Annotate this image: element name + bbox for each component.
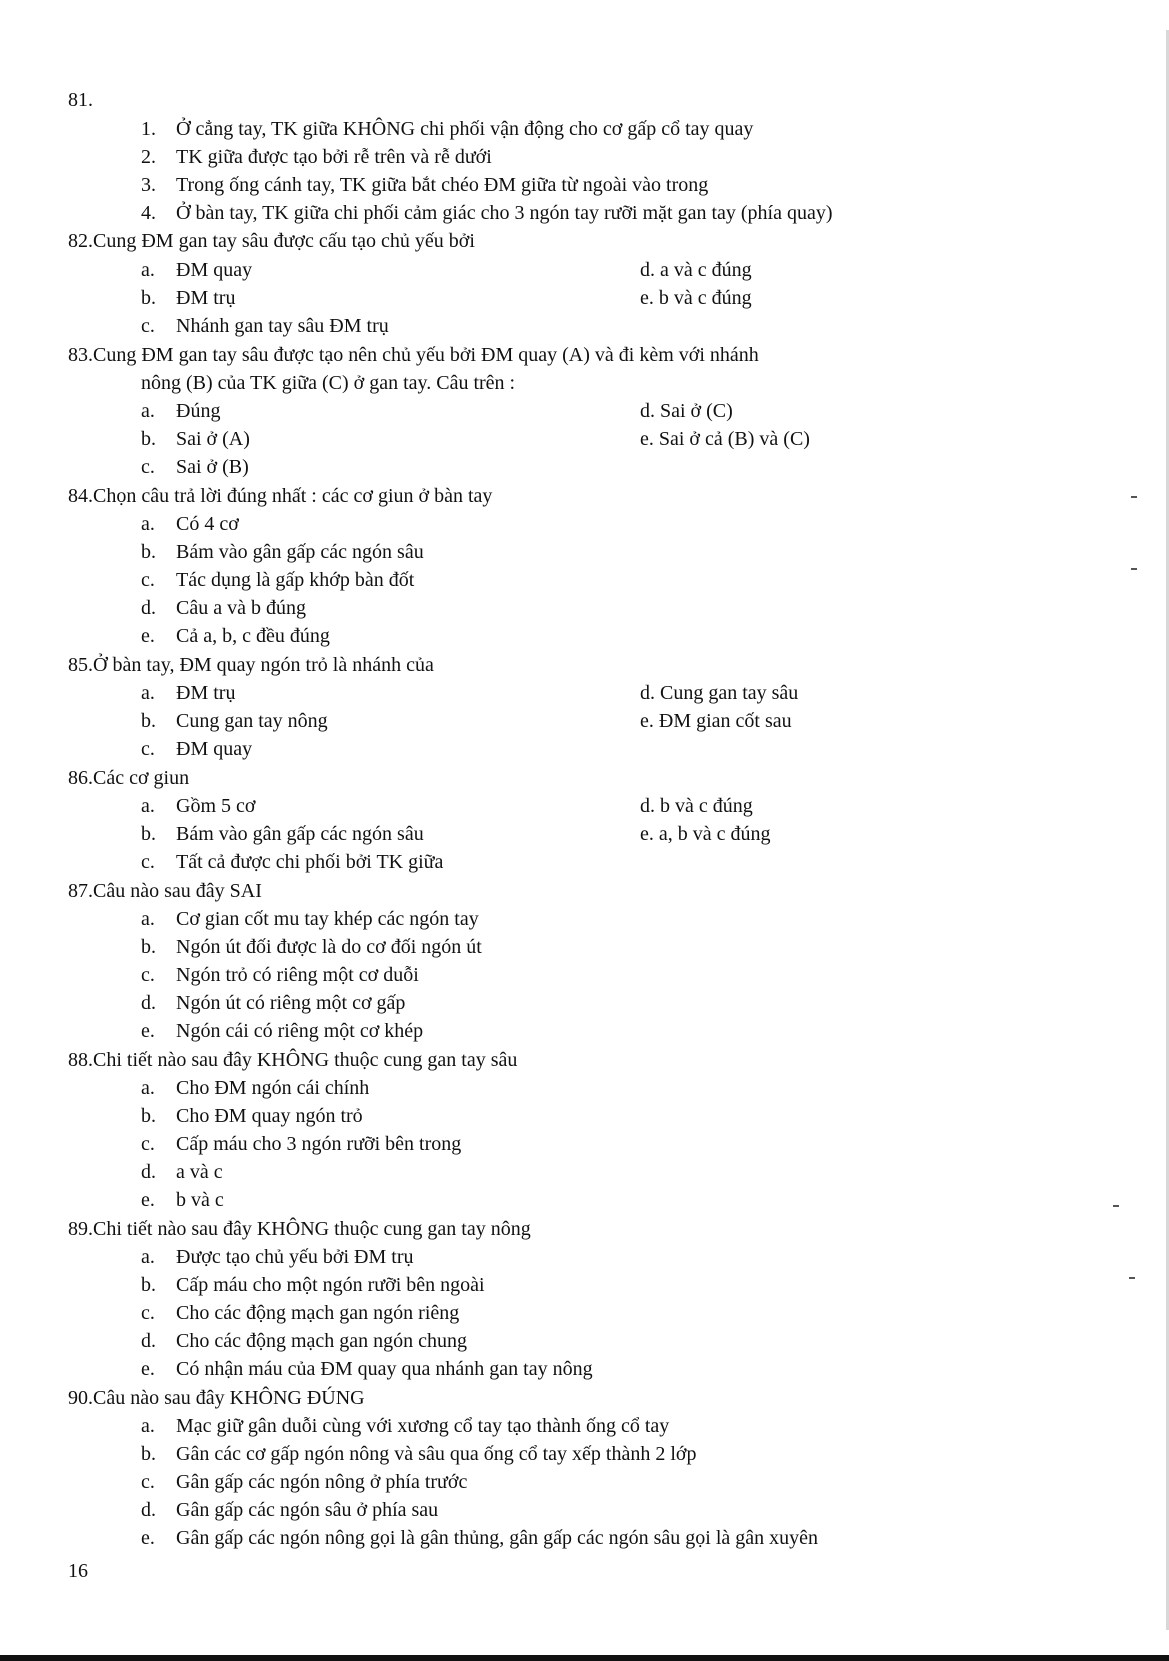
question-83-title-cont: nông (B) của TK giữa (C) ở gan tay. Câu trên :	[141, 372, 516, 394]
q88-letter-c: c.	[141, 1133, 155, 1155]
q86-option-c: Tất cả được chi phối bởi TK giữa	[176, 851, 444, 873]
q90-letter-a: a.	[141, 1415, 155, 1437]
q87-option-e: Ngón cái có riêng một cơ khép	[176, 1020, 424, 1042]
q89-option-a: Được tạo chủ yếu bởi ĐM trụ	[176, 1246, 414, 1268]
q85-option-e: e. ĐM gian cốt sau	[640, 710, 792, 732]
q84-letter-e: e.	[141, 625, 155, 647]
question-88-title: 88.Chi tiết nào sau đây KHÔNG thuộc cung gan tay sâu	[68, 1049, 518, 1071]
q88-option-a: Cho ĐM ngón cái chính	[176, 1077, 370, 1099]
q83-option-d: d. Sai ở (C)	[640, 400, 733, 422]
question-89-title: 89.Chi tiết nào sau đây KHÔNG thuộc cung gan tay nông	[68, 1218, 531, 1240]
q86-letter-b: b.	[141, 823, 156, 845]
q85-option-b: Cung gan tay nông	[176, 710, 328, 732]
q83-option-b: Sai ở (A)	[176, 428, 250, 450]
q89-option-c: Cho các động mạch gan ngón riêng	[176, 1302, 460, 1324]
q84-letter-d: d.	[141, 597, 156, 619]
q84-letter-b: b.	[141, 541, 156, 563]
q90-letter-c: c.	[141, 1471, 155, 1493]
q87-option-a: Cơ gian cốt mu tay khép các ngón tay	[176, 908, 479, 930]
q90-option-a: Mạc giữ gân duỗi cùng với xương cổ tay tạo thành ống cổ tay	[176, 1415, 670, 1437]
q82-option-e: e. b và c đúng	[640, 287, 752, 309]
q84-letter-a: a.	[141, 513, 155, 535]
q86-option-d: d. b và c đúng	[640, 795, 753, 817]
q81-item-2: TK giữa được tạo bởi rễ trên và rễ dưới	[176, 146, 492, 168]
q82-option-a: ĐM quay	[176, 259, 253, 281]
q87-letter-c: c.	[141, 964, 155, 986]
q90-letter-d: d.	[141, 1499, 156, 1521]
q85-option-c: ĐM quay	[176, 738, 253, 760]
q83-letter-c: c.	[141, 456, 155, 478]
q86-letter-c: c.	[141, 851, 155, 873]
q81-item-3: Trong ống cánh tay, TK giữa bắt chéo ĐM giữa từ ngoài vào trong	[176, 174, 709, 196]
q83-option-c: Sai ở (B)	[176, 456, 249, 478]
q81-item-3-num: 3.	[141, 174, 156, 196]
q89-letter-b: b.	[141, 1274, 156, 1296]
q82-letter-a: a.	[141, 259, 155, 281]
q81-item-2-num: 2.	[141, 146, 156, 168]
q88-letter-b: b.	[141, 1105, 156, 1127]
question-86-title: 86.Các cơ giun	[68, 767, 190, 789]
q88-option-d: a và c	[176, 1161, 223, 1183]
q84-letter-c: c.	[141, 569, 155, 591]
q82-option-b: ĐM trụ	[176, 287, 236, 309]
q82-option-c: Nhánh gan tay sâu ĐM trụ	[176, 315, 389, 337]
q89-letter-c: c.	[141, 1302, 155, 1324]
q82-option-d: d. a và c đúng	[640, 259, 752, 281]
question-84-title: 84.Chọn câu trả lời đúng nhất : các cơ giun ở bàn tay	[68, 485, 493, 507]
q88-option-e: b và c	[176, 1189, 224, 1211]
q82-letter-b: b.	[141, 287, 156, 309]
q90-letter-b: b.	[141, 1443, 156, 1465]
q83-letter-a: a.	[141, 400, 155, 422]
question-82-title: 82.Cung ĐM gan tay sâu được cấu tạo chủ yếu bởi	[68, 230, 475, 252]
q82-letter-c: c.	[141, 315, 155, 337]
q85-option-d: d. Cung gan tay sâu	[640, 682, 799, 704]
q87-letter-b: b.	[141, 936, 156, 958]
question-85-title: 85.Ở bàn tay, ĐM quay ngón trỏ là nhánh của	[68, 654, 434, 676]
q81-item-1: Ở cẳng tay, TK giữa KHÔNG chi phối vận động cho cơ gấp cổ tay quay	[176, 118, 754, 140]
q86-option-a: Gồm 5 cơ	[176, 795, 256, 817]
q84-option-c: Tác dụng là gấp khớp bàn đốt	[176, 569, 415, 591]
q88-letter-e: e.	[141, 1189, 155, 1211]
q90-option-b: Gân các cơ gấp ngón nông và sâu qua ống cổ tay xếp thành 2 lớp	[176, 1443, 697, 1465]
q83-option-e: e. Sai ở cả (B) và (C)	[640, 428, 810, 450]
question-90-title: 90.Câu nào sau đây KHÔNG ĐÚNG	[68, 1387, 365, 1409]
q87-option-b: Ngón út đối được là do cơ đối ngón út	[176, 936, 482, 958]
q89-letter-a: a.	[141, 1246, 155, 1268]
q85-letter-c: c.	[141, 738, 155, 760]
q90-option-c: Gân gấp các ngón nông ở phía trước	[176, 1471, 468, 1493]
q86-option-e: e. a, b và c đúng	[640, 823, 771, 845]
q90-option-e: Gân gấp các ngón nông gọi là gân thủng, gân gấp các ngón sâu gọi là gân xuyên	[176, 1527, 819, 1549]
q84-option-a: Có 4 cơ	[176, 513, 239, 535]
scan-mark	[1113, 1205, 1119, 1207]
q90-option-d: Gân gấp các ngón sâu ở phía sau	[176, 1499, 439, 1521]
q88-option-b: Cho ĐM quay ngón trỏ	[176, 1105, 363, 1127]
q84-option-d: Câu a và b đúng	[176, 597, 306, 619]
q90-letter-e: e.	[141, 1527, 155, 1549]
q81-item-1-num: 1.	[141, 118, 156, 140]
q88-letter-d: d.	[141, 1161, 156, 1183]
q86-option-b: Bám vào gân gấp các ngón sâu	[176, 823, 424, 845]
q85-letter-b: b.	[141, 710, 156, 732]
q87-option-c: Ngón trỏ có riêng một cơ duỗi	[176, 964, 419, 986]
q88-option-c: Cấp máu cho 3 ngón rưỡi bên trong	[176, 1133, 462, 1155]
q84-option-b: Bám vào gân gấp các ngón sâu	[176, 541, 424, 563]
q89-option-b: Cấp máu cho một ngón rưỡi bên ngoài	[176, 1274, 485, 1296]
scan-mark	[1131, 568, 1137, 570]
question-87-title: 87.Câu nào sau đây SAI	[68, 880, 262, 902]
q87-letter-d: d.	[141, 992, 156, 1014]
page-number: 16	[68, 1560, 88, 1582]
q81-item-4-num: 4.	[141, 202, 156, 224]
q83-letter-b: b.	[141, 428, 156, 450]
question-81-label: 81.	[68, 89, 93, 111]
q89-letter-e: e.	[141, 1358, 155, 1380]
q87-letter-e: e.	[141, 1020, 155, 1042]
q87-option-d: Ngón út có riêng một cơ gấp	[176, 992, 406, 1014]
q87-letter-a: a.	[141, 908, 155, 930]
scan-bottom-border	[0, 1655, 1169, 1661]
q89-option-d: Cho các động mạch gan ngón chung	[176, 1330, 468, 1352]
q83-option-a: Đúng	[176, 400, 221, 422]
q84-option-e: Cả a, b, c đều đúng	[176, 625, 330, 647]
q85-option-a: ĐM trụ	[176, 682, 236, 704]
q89-option-e: Có nhận máu của ĐM quay qua nhánh gan tay nông	[176, 1358, 593, 1380]
scan-mark	[1131, 496, 1137, 498]
scan-mark	[1129, 1277, 1135, 1279]
q89-letter-d: d.	[141, 1330, 156, 1352]
q81-item-4: Ở bàn tay, TK giữa chi phối cảm giác cho 3 ngón tay rưỡi mặt gan tay (phía quay)	[176, 202, 833, 224]
q88-letter-a: a.	[141, 1077, 155, 1099]
q86-letter-a: a.	[141, 795, 155, 817]
question-83-title: 83.Cung ĐM gan tay sâu được tạo nên chủ yếu bởi ĐM quay (A) và đi kèm với nhánh	[68, 344, 759, 366]
q85-letter-a: a.	[141, 682, 155, 704]
